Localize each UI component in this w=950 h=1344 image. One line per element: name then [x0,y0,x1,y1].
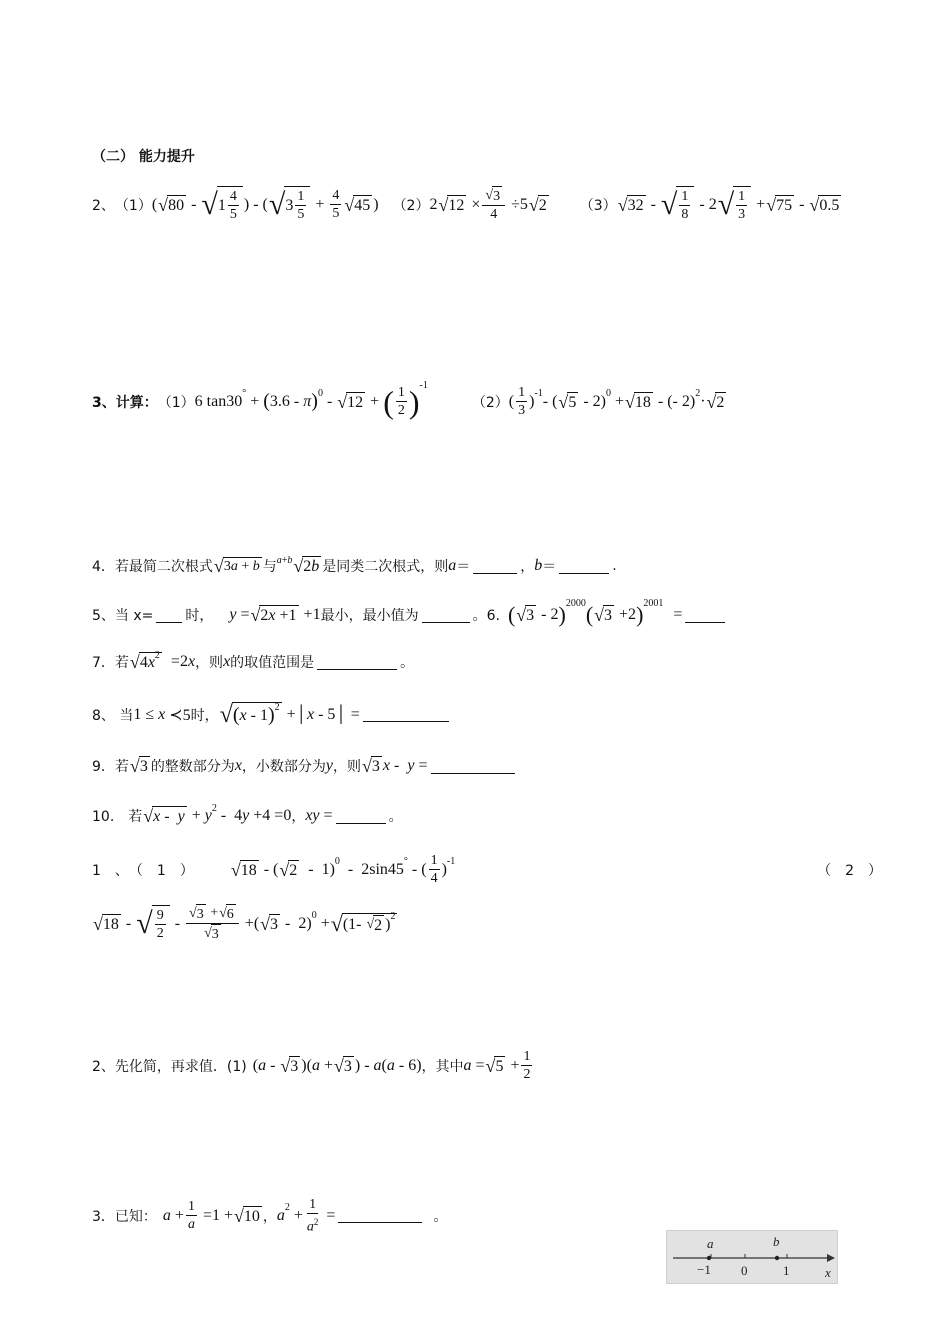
q6-expr: ( √ 3 - 2 ) 2000 ( √ 3 +2 ) 2001 [507,597,664,627]
point-a [707,1256,711,1260]
answer-blank-r3[interactable] [338,1208,422,1223]
axis-arrow [827,1254,835,1262]
question-3: 3、计算： （1） 6 tan30 ° + ( 3.6 - π ) 0 - √ 12 + ( $\frac{1}{2}$ ) -1 （2） ( $\frac{1}{3}$ ) -1 - ( √ 5 - 2) 0 + √ 18 - (- 2) 2 · √ 2 [92,384,727,419]
tick-label-0: 0 [741,1263,748,1278]
question-4: 4．若最简二次根式 √ 3 a + b 与 a+b √ 2 b 是同类二次根式，则 a ＝ ， b ＝ . [92,554,617,576]
question-5-6: 5、当 x= 时， y = √ 2 x +1 +1 最小，最小值为 。6. ( √ 3 - 2 ) 2000 ( √ 3 +2 ) 2001 = [92,602,728,628]
q9-expr: √ 3 x - y = [362,756,428,776]
answer-blank-x[interactable] [156,608,182,623]
r1-expr-1: √ 18 - ( √ 2 - 1) 0 - 2sin45 ° - ( $\frac{1}{4}$ ) -1 [230,853,456,886]
q3-expr-2: ( $\frac{1}{3}$ ) -1 - ( √ 5 - 2) 0 + √ 18 - (- 2) 2 · √ 2 [508,385,725,418]
review-1-part-2 [92,904,398,943]
answer-blank-q10[interactable] [336,809,386,824]
r3-expr-1: a + $\frac{1}{a}$ =1 + √ 10 [162,1199,260,1233]
review-3: 3．已知： a + $\frac{1}{a}$ =1 + √ 10 ， a 2 + $\frac{1}{a^2}$ = 。 [92,1197,448,1235]
answer-blank-a[interactable] [473,559,517,574]
question-10: 10. 若 √ x - y + y 2 - 4 y +4 =0 ， xy = 。 [92,802,403,826]
answer-blank-b[interactable] [559,559,609,574]
q2-expr-2: 2 √ 12 × √ 3 4 ÷5 √ 2 [429,187,547,222]
answer-blank-q8[interactable] [363,707,449,722]
r3-expr-2: a 2 + $\frac{1}{a^2}$ = [276,1197,336,1235]
answer-blank-q9[interactable] [431,759,515,774]
tick-label-1: 1 [783,1263,790,1278]
q10-expr: √ x - y + y 2 - 4 y +4 =0 [143,802,292,826]
q4-radical-1: √ 3 a + b [213,556,260,576]
question-7: 7．若 √ 4 x 2 =2 x ，则 x 的取值范围是 。 [92,649,415,672]
q7-expr: √ 4 x 2 =2 x [129,649,196,672]
tick-label-neg1: −1 [697,1262,711,1277]
axis-label-x: x [825,1265,831,1280]
q2-expr-1: ( √ 80 - √ 1 $\frac{4}{5}$ ) - ( √ 3 $\frac{1}{5}$ + $\frac{4}{5}$ √ 45 ) [151,187,379,222]
question-2: 2、 （1） ( √ 80 - √ 1 $\frac{4}{5}$ ) - ( √ 3 $\frac{1}{5}$ + $\frac{4}{5}$ √ 45 ) （2） 2 √ 12 × √ 3 4 ÷5 √ 2 （3） √ 32 - √ $\frac{1}{8}$ - 2 √ $\frac{1}{3}$ + √ 75 - √ 0.5 [92,186,842,223]
r2-condition: a = √ 5 + $\frac{1}{2}$ [463,1049,531,1082]
q4-radical-2: a+b √ 2 b [276,554,320,576]
answer-blank-q7[interactable] [317,655,397,670]
answer-blank-q6[interactable] [685,608,725,623]
label-a: a [707,1236,714,1251]
point-b [775,1256,779,1260]
r1-expr-2: √ 18 - √ $\frac{9}{2}$ - √ 3 + √ 6 √ 3 +( √ 3 - 2) 0 + √ (1- √ 2 ) 2 [93,905,396,942]
section-title: （二） 能力提升 [92,149,195,165]
q5-expr: y = √ 2 x +1 +1 [229,605,321,625]
answer-blank-min[interactable] [422,608,470,623]
r2-expr: ( a - √ 3 )( a + √ 3 ) - a ( a - 6) [252,1055,422,1076]
label-b: b [773,1234,780,1249]
q8-expr: √ ( x - 1 ) 2 +│ x - 5│ = [219,701,360,728]
review-2: 2、先化简，再求值．(1) ( a - √ 3 )( a + √ 3 ) - a ( a - 6) ，其中 a = √ 5 + $\frac{1}{2}$ [92,1048,534,1083]
q2-expr-3: √ 32 - √ $\frac{1}{8}$ - 2 √ $\frac{1}{3}$ + √ 75 - √ 0.5 [617,187,840,222]
question-9: 9．若 √ 3 的整数部分为 x ，小数部分为 y ，则 √ 3 x - y = [92,756,518,776]
number-line-svg [667,1231,839,1285]
review-1: 1 、 （ 1 ） √ 18 - ( √ 2 - 1) 0 - 2sin45 ° - ( $\frac{1}{4}$ ) -1 （ 2 ） [92,853,882,886]
q3-expr-1: 6 tan30 ° + ( 3.6 - π ) 0 - √ 12 + ( $\frac{1}{2}$ ) -1 [194,380,428,420]
question-8: 8、 当 1 ≤ x ≺5 时， √ ( x - 1 ) 2 +│ x - 5│ = [92,702,452,727]
number-line-figure [666,1230,838,1284]
